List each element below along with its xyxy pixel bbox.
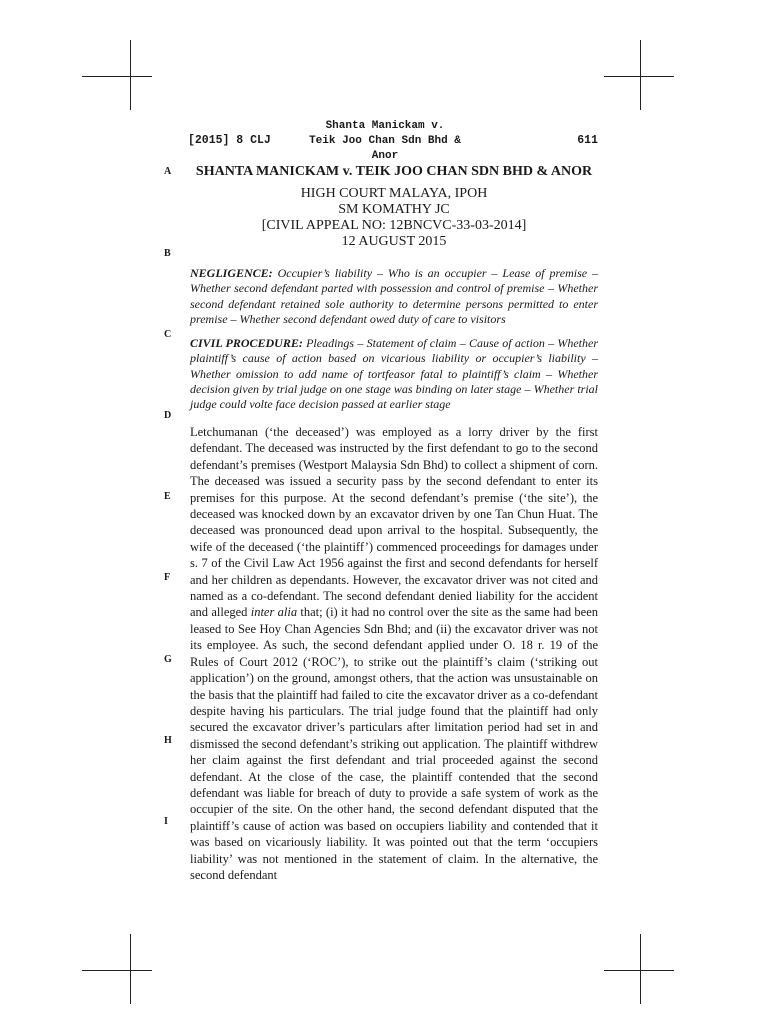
catchword-head: NEGLIGENCE:: [190, 266, 273, 280]
catchword-negligence: [190, 266, 598, 327]
margin-letter: B: [164, 248, 171, 259]
margin-letter: A: [164, 166, 172, 177]
court-name: HIGH COURT MALAYA, IPOH: [300, 186, 488, 201]
crop-mark: [640, 934, 641, 1004]
headnote-italic: inter alia: [250, 605, 298, 620]
judge-name: SM KOMATHY JC: [338, 202, 450, 217]
headnote-paragraph: [190, 424, 598, 883]
catchword-text: Pleadings – Statement of claim – Cause of action – Whether plaintiff’s cause of action based on vicarious liability or occupier’s liability – Whether omission to add name of tortfeasor fatal to plaintiff’s claim – Whether decision given by trial judge on one stage was binding on later stage – Whether trial judge could volte face decision passed at earlier stage: [190, 336, 598, 412]
margin-letter: C: [164, 329, 172, 340]
crop-mark: [130, 40, 131, 110]
catchword-head: CIVIL PROCEDURE:: [190, 336, 303, 350]
headnote-text: Letchumanan (‘the deceased’) was employed as a lorry driver by the first defendant. The deceased was instructed by the first defendant to go to the second defendant’s premises (Westport Malaysia Sdn Bhd) to collect a shipment of corn. The deceased was issued a security pass by the second defendant to enter its premises for this purpose. At the second defendant’s premise (‘the site’), the deceased was knocked down by an excavator driven by one Tan Chun Huat. The deceased was pronounced dead upon arrival to the hospital. Subsequently, the wife of the deceased (‘the plaintiff’) commenced proceedings for damages under s. 7 of the Civil Law Act 1956 against the first and second defendants for herself and her children as dependants. However, the excavator driver was not cited and named as a co-defendant. The second defendant denied liability for the accident and alleged: [190, 425, 598, 620]
appeal-number: [CIVIL APPEAL NO: 12BNCVC-33-03-2014]: [261, 218, 527, 233]
headnote-text: that; (i) it had no control over the site as the same had been leased to See Hoy Chan Agencies Sdn Bhd; and (ii) the excavator driver was not its employee. As such, the second defendant applied under O. 18 r. 19 of the Rules of Court 2012 (‘ROC’), to strike out the plaintiff’s claim (‘striking out application’) on the ground, amongst others, that the action was unsustainable on the basis that the plaintiff had failed to cite the excavator driver as a co-defendant despite having his particulars. The trial judge found that the plaintiff had only secured the excavator driver’s particulars after limitation period had set in and dismissed the second defendant’s striking out application. The plaintiff withdrew her claim against the first defendant and trial proceeded against the second defendant. At the close of the case, the plaintiff contended that the second defendant was liable for breach of duty to provide a safe system of work as the occupier of the site. On the other hand, the second defendant disputed that the plaintiff’s cause of action was based on occupiers liability and contended that it was based on vicariously liability. It was pointed out that the term ‘occupiers liability’ was not mentioned in the statement of claim. In the alternative, the second defendant: [190, 605, 598, 882]
crop-mark: [604, 76, 674, 77]
catchword-civil-procedure: [190, 336, 598, 412]
margin-letter: H: [164, 735, 172, 746]
crop-mark: [604, 970, 674, 971]
running-title: [300, 119, 470, 164]
report-citation: [2015] 8 CLJ: [188, 134, 271, 147]
court-block: [190, 186, 598, 250]
margin-letter: E: [164, 491, 171, 502]
margin-letter: D: [164, 410, 172, 421]
case-title: SHANTA MANICKAM v. TEIK JOO CHAN SDN BHD & ANOR: [195, 164, 593, 179]
crop-mark: [640, 40, 641, 110]
crop-mark: [82, 970, 152, 971]
page-number: 611: [577, 134, 598, 147]
running-title-line2: Teik Joo Chan Sdn Bhd & Anor: [309, 135, 461, 162]
margin-letter: I: [164, 816, 168, 827]
catchword-text: Occupier’s liability – Who is an occupier – Lease of premise – Whether second defendant parted with possession and control of premise – Whether second defendant retained sole authority to determine persons permitted to enter premise – Whether second defendant owed duty of care to visitors: [190, 266, 598, 326]
judgment-date: 12 AUGUST 2015: [341, 234, 447, 249]
margin-letter: F: [164, 572, 171, 583]
margin-letter: G: [164, 654, 172, 665]
crop-mark: [82, 76, 152, 77]
crop-mark: [130, 934, 131, 1004]
running-title-line1: Shanta Manickam v.: [325, 120, 445, 132]
